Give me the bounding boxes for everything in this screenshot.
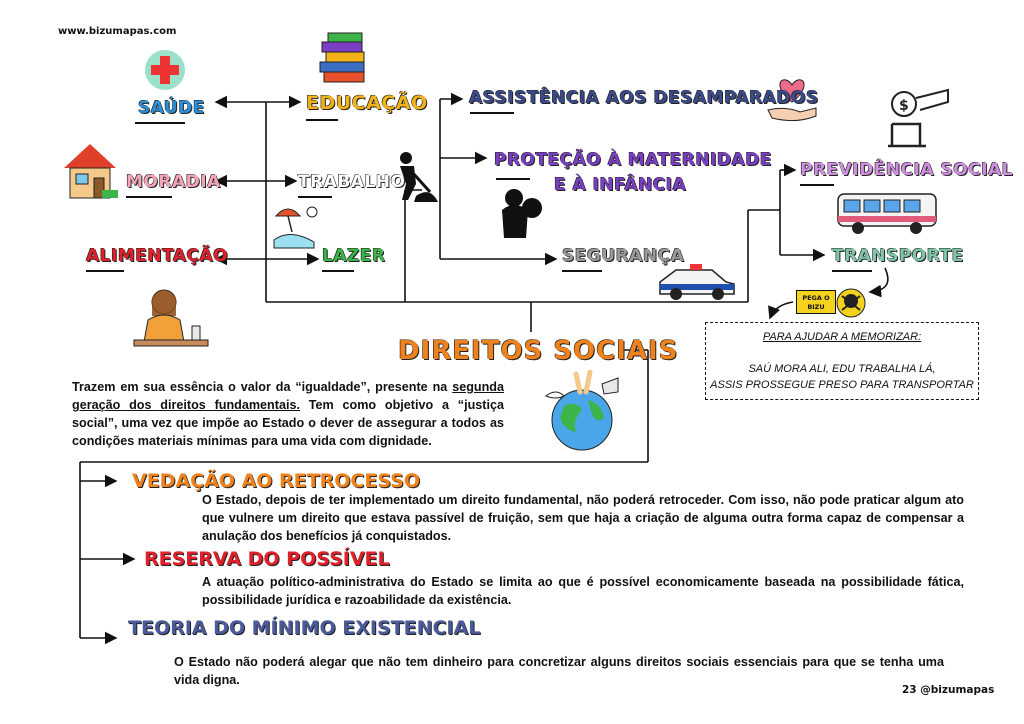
skull-icon: [836, 288, 866, 318]
badge-line-1: PEGA O: [802, 294, 830, 302]
health-cross-icon: [143, 48, 187, 92]
label-lazer: LAZER: [322, 246, 386, 266]
intro-link: segunda geração dos direitos fundamentais.: [72, 380, 504, 412]
pega-o-bizu-badge: [796, 290, 836, 314]
books-icon: [318, 30, 370, 86]
label-moradia: MORADIA: [126, 172, 221, 192]
memorize-title: PARA AJUDAR A MEMORIZAR:: [762, 331, 922, 343]
label-educacao: EDUCAÇÃO: [306, 92, 428, 114]
intro-paragraph: [72, 378, 504, 450]
retirement-money-icon: [882, 84, 952, 150]
badge-line-2: BIZU: [807, 303, 825, 311]
label-seguranca: SEGURANÇA: [562, 246, 685, 266]
label-protecao-2: E À INFÂNCIA: [554, 175, 687, 195]
memorize-line-2: ASSIS PROSSEGUE PRESO PARA TRANSPORTAR: [710, 379, 974, 391]
section-text-reserva: A atuação político-administrativa do Estado se limita ao que é possível economicamente baseada na possibilidade fática, possibilidade jurídica e razoabilidade da existência.: [202, 575, 964, 607]
footer-page: 23 @bizumapas: [902, 684, 995, 696]
label-transporte: TRANSPORTE: [832, 246, 964, 266]
police-car-icon: [656, 262, 738, 300]
mother-baby-icon: [496, 186, 546, 240]
section-title-reserva: RESERVA DO POSSÍVEL: [144, 548, 390, 570]
woman-eating-icon: [130, 286, 210, 350]
intro-part-1: Trazem em sua essência o valor da “igualdade”, presente na: [72, 380, 453, 394]
house-icon: [62, 142, 118, 200]
section-text-minimo: O Estado não poderá alegar que não tem dinheiro para concretizar alguns direitos sociais essenciais para que se tenha uma vida digna.: [174, 655, 944, 687]
label-alimentacao: ALIMENTAÇÃO: [86, 246, 229, 266]
memorize-box: [705, 322, 979, 400]
section-title-minimo: TEORIA DO MÍNIMO EXISTENCIAL: [128, 617, 481, 639]
section-title-vedacao: VEDAÇÃO AO RETROCESSO: [132, 470, 420, 492]
svg-text:$: $: [899, 98, 909, 114]
section-text-vedacao: O Estado, depois de ter implementado um direito fundamental, não poderá retroceder. Com isso, não pode praticar algum ato que vulnere um direito que estava passível de fruição, sem que haja a criação de alguma outra forma capaz de compensar a anulação dos benefícios já conquistados.: [202, 493, 964, 543]
bus-icon: [836, 190, 940, 236]
page-title: DIREITOS SOCIAIS: [398, 336, 679, 366]
memorize-line-1: SAÚ MORA ALI, EDU TRABALHA LÁ,: [748, 363, 936, 375]
intro-part-2: Tem como objetivo a “justiça social”, uma vez que impõe ao Estado o dever de assegurar a todos as condições materiais mínimas para uma vida com dignidade.: [72, 398, 504, 448]
site-url: www.bizumapas.com: [58, 26, 177, 37]
label-saude: SAÚDE: [138, 98, 205, 118]
label-previdencia: PREVIDÊNCIA SOCIAL: [800, 160, 1013, 180]
label-trabalho: TRABALHO: [298, 172, 406, 192]
label-assistencia: ASSISTÊNCIA AOS DESAMPARADOS: [469, 88, 819, 108]
label-protecao-1: PROTEÇÃO À MATERNIDADE: [494, 150, 772, 170]
globe-peace-icon: [542, 370, 626, 454]
beach-relax-icon: [270, 202, 326, 252]
